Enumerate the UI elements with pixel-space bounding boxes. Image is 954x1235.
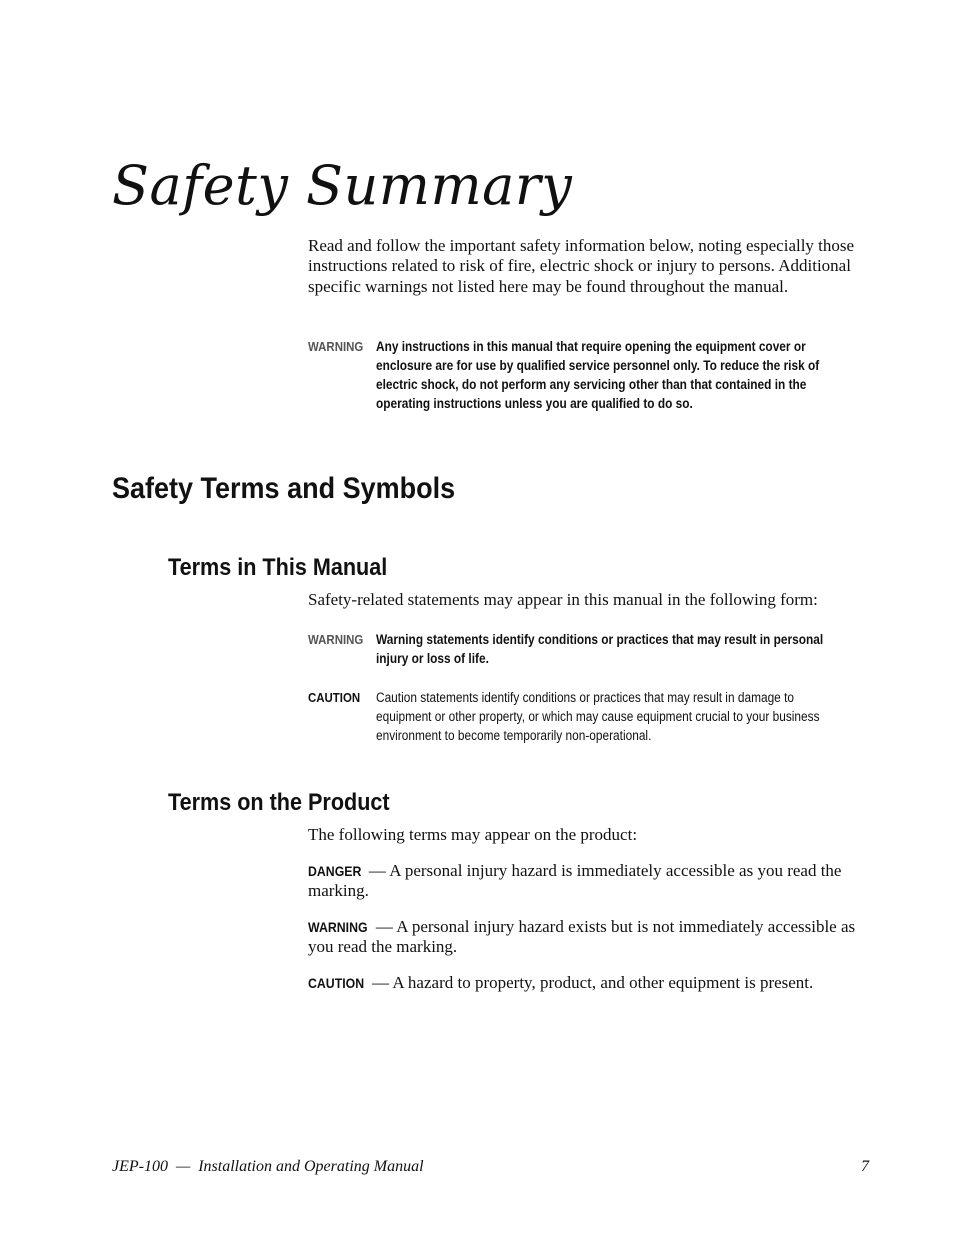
product-caution-term [308,973,874,993]
manual-warning-text: Warning statements identify conditions or practices that may result in personal injury or loss of life. [376,632,824,666]
warning-description: — A personal injury hazard exists but is not immediately accessible as you read the marking. [308,917,856,957]
manual-caution-text: Caution statements identify conditions or practices that may result in damage to equipment or other property, or which may cause equipment crucial to your business environment to become temporarily non-operational. [376,690,820,743]
manual-warning-label: WARNING [308,632,364,647]
intro-paragraph: Read and follow the important safety information below, noting especially those instructions related to risk of fire, electric shock or injury to persons. Additional specific warnings not listed here may be found throughout the manual. [308,236,855,296]
manual-caution-notice [308,688,853,745]
caution-description: — A hazard to property, product, and other equipment is present. [367,973,814,992]
section-heading-safety-terms: Safety Terms and Symbols [112,472,456,505]
page-title: Safety Summary [112,154,573,217]
subheading-terms-on-product: Terms on the Product [168,789,390,816]
terms-manual-intro: Safety-related statements may appear in this manual in the following form: [308,590,818,609]
manual-warning-notice [308,630,853,668]
top-warning-text: Any instructions in this manual that require opening the equipment cover or enclosure are for use by qualified service personnel only. To reduce the risk of electric shock, do not perform any servicing other than that contained in the operating instructions unless you are qualified to do so. [376,339,820,411]
subheading-terms-in-manual: Terms in This Manual [168,554,388,581]
manual-caution-label: CAUTION [308,690,361,705]
terms-product-intro: The following terms may appear on the product: [308,825,638,844]
product-danger-term [308,861,874,902]
danger-label: DANGER [308,863,362,879]
warning-label: WARNING [308,919,368,935]
footer-page-number: 7 [861,1158,869,1175]
product-warning-term [308,917,874,958]
footer-manual-title: JEP-100 — Installation and Operating Manual [112,1158,424,1175]
caution-label: CAUTION [308,975,365,991]
top-warning-label: WARNING [308,339,364,354]
danger-description: — A personal injury hazard is immediately accessible as you read the marking. [308,861,842,901]
top-warning-notice [308,337,853,413]
